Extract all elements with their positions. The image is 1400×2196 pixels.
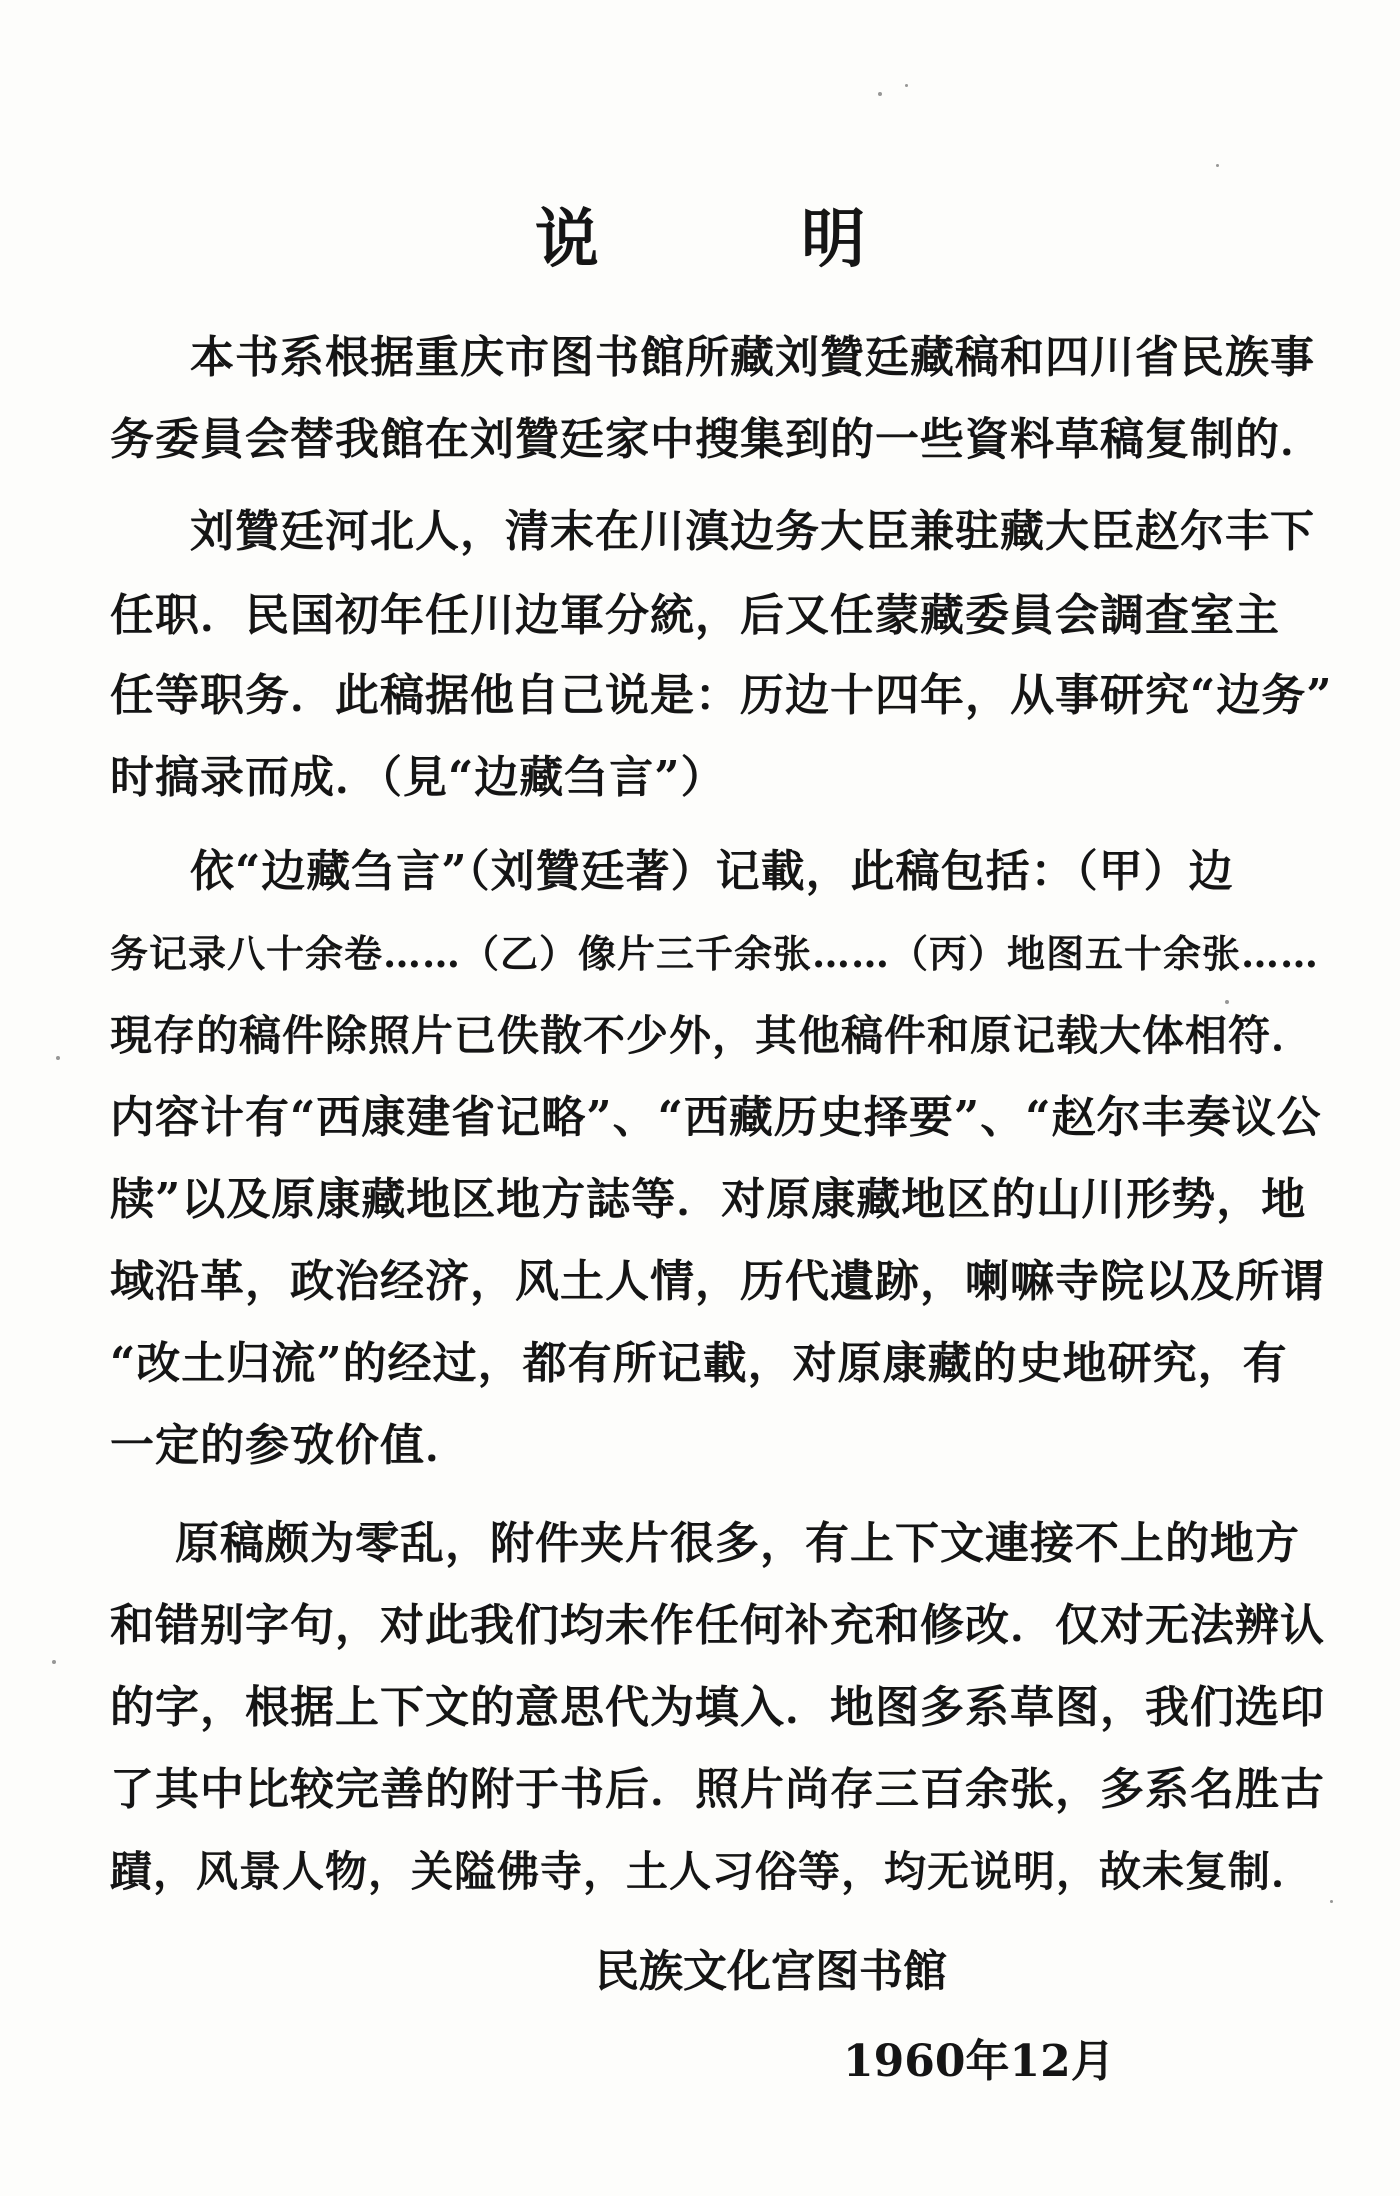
- paragraph-3-line-4: 内容计有“西康建省记略”、“西藏历史择要”、“赵尔丰奏议公: [110, 1092, 1322, 1143]
- paragraph-2-line-1: 刘贊廷河北人，清末在川滇边务大臣兼驻藏大臣赵尔丰下: [190, 506, 1315, 557]
- paragraph-4-line-2: 和错别字句，对此我们均未作任何补充和修改．仅对无法辨认: [110, 1600, 1325, 1651]
- scan-speck: [905, 84, 908, 87]
- paragraph-3-line-7: “改土归流”的经过，都有所记載，对原康藏的史地研究，有: [110, 1338, 1288, 1389]
- scan-speck: [52, 1660, 56, 1664]
- paragraph-4-line-1: 原稿颇为零乱，附件夹片很多，有上下文連接不上的地方: [175, 1518, 1300, 1569]
- paragraph-4-line-4: 了其中比较完善的附于书后．照片尚存三百余张，多系名胜古: [110, 1764, 1325, 1815]
- scan-speck: [1330, 1900, 1333, 1903]
- signature-organization: 民族文化宫图书館: [595, 1946, 947, 1997]
- page-title: 说 明: [534, 202, 956, 277]
- paragraph-3-line-1: 依“边藏刍言”（刘贊廷著）记載，此稿包括：（甲）边: [190, 846, 1234, 897]
- paragraph-2-line-2: 任职．民国初年任川边軍分統，后又任蒙藏委員会調查室主: [110, 590, 1280, 641]
- paragraph-4-line-5: 蹟，风景人物，关隘佛寺，土人习俗等，均无说明，故未复制．: [110, 1847, 1315, 1896]
- paragraph-2-line-3: 任等职务．此稿据他自己说是：历边十四年，从事研究“边务”: [110, 670, 1333, 721]
- paragraph-1-line-1: 本书系根据重庆市图书館所藏刘贊廷藏稿和四川省民族事: [190, 332, 1315, 383]
- scan-speck: [56, 1056, 60, 1060]
- paragraph-3-line-2: 务记录八十余卷……（乙）像片三千余张……（丙）地图五十余张……: [110, 931, 1320, 976]
- paragraph-1-line-2: 务委員会替我館在刘贊廷家中搜集到的一些資料草稿复制的．: [110, 414, 1325, 465]
- scan-speck: [1216, 164, 1219, 167]
- paragraph-3-line-8: 一定的参攷价值．: [110, 1420, 470, 1471]
- paragraph-3-line-6: 域沿革，政治经济，风土人情，历代遺跡，喇嘛寺院以及所谓: [110, 1256, 1325, 1307]
- paragraph-4-line-3: 的字，根据上下文的意思代为填入．地图多系草图，我们选印: [110, 1682, 1325, 1733]
- paragraph-3-line-5: 牍”以及原康藏地区地方誌等．对原康藏地区的山川形势，地: [110, 1174, 1307, 1225]
- paragraph-3-line-3: 現存的稿件除照片已佚散不少外，其他稿件和原记载大体相符．: [110, 1011, 1315, 1060]
- scan-speck: [878, 92, 882, 96]
- signature-date: 1960年12月: [843, 2036, 1115, 2087]
- paragraph-2-line-4: 时搞录而成．（見“边藏刍言”）: [110, 752, 726, 803]
- scan-speck: [1225, 1000, 1229, 1004]
